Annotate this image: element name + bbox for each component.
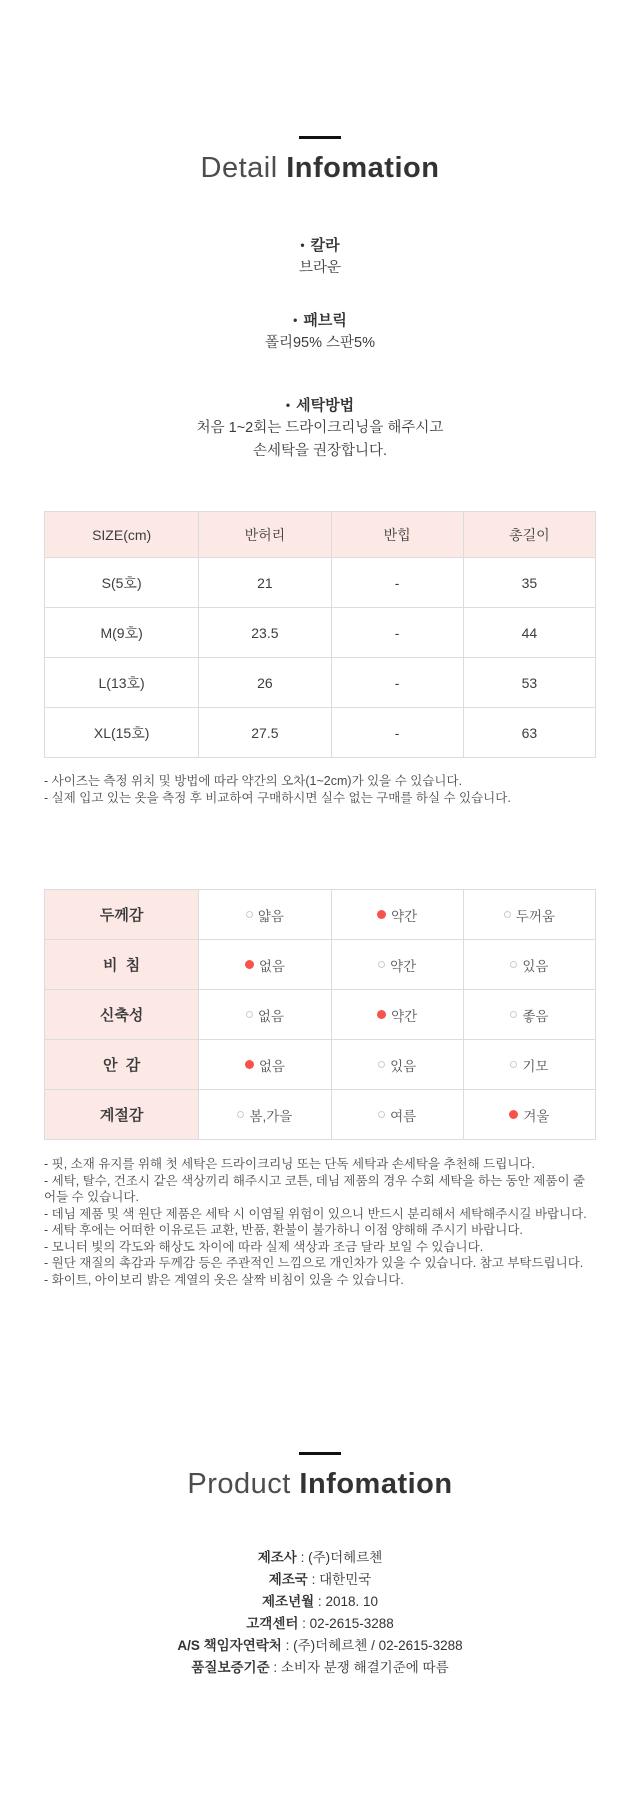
- detail-bullets: [0, 235, 640, 463]
- product-field-date: [0, 1591, 640, 1613]
- attribute-option-cell: [199, 990, 331, 1040]
- attribute-option: [245, 955, 285, 975]
- radio-dot-icon: [378, 961, 385, 968]
- size-cell: -: [331, 608, 463, 658]
- attribute-option-cell: [463, 890, 595, 940]
- option-label: 약간: [391, 908, 418, 924]
- care-note: - 화이트, 아이보리 밝은 계열의 옷은 살짝 비침이 있을 수 있습니다.: [44, 1272, 404, 1287]
- attribute-option-cell: [463, 940, 595, 990]
- radio-dot-icon: [378, 1111, 385, 1118]
- bullet-icon: •: [293, 313, 298, 327]
- care-note: - 세탁 후에는 어떠한 이유로든 교환, 반품, 환불이 불가하니 이점 양해해 주시기 바랍니다.: [44, 1223, 523, 1237]
- bullet-icon: •: [285, 398, 291, 412]
- option-label: 있음: [522, 958, 549, 974]
- table-row: [45, 558, 596, 608]
- product-field-warranty: [0, 1657, 640, 1679]
- field-label: 제조사: [257, 1550, 297, 1565]
- field-value: (주)더헤르첸: [308, 1550, 383, 1565]
- field-value: (주)더헤르첸 / 02-2615-3288: [293, 1638, 463, 1653]
- option-label: 기모: [522, 1058, 549, 1074]
- attribute-row-thickness: [45, 890, 596, 940]
- option-label: 없음: [258, 1058, 285, 1074]
- option-label: 좋음: [522, 1008, 549, 1024]
- bullet-value: 폴리95% 스판5%: [264, 335, 376, 351]
- attribute-option: [246, 1005, 284, 1025]
- bullet-label-text: 패브릭: [303, 312, 347, 329]
- detail-title-light: Detail: [200, 152, 278, 184]
- attribute-option-cell: [199, 1040, 331, 1090]
- field-label: 제조국: [268, 1572, 308, 1587]
- size-table-notes: [44, 773, 596, 807]
- size-cell: 26: [199, 658, 331, 708]
- field-value: 02-2615-3288: [309, 1616, 394, 1631]
- radio-dot-icon: [245, 1060, 254, 1069]
- size-cell: -: [331, 558, 463, 608]
- field-value: 대한민국: [319, 1572, 372, 1587]
- size-header-cell: SIZE(cm): [45, 512, 199, 558]
- header-accent-line: [299, 136, 341, 139]
- radio-dot-icon: [237, 1111, 244, 1118]
- size-header-cell: 반허리: [199, 512, 331, 558]
- bullet-icon: •: [300, 238, 305, 252]
- field-value: 소비자 분쟁 해결기준에 따름: [280, 1660, 449, 1675]
- bullet-value: 손세탁을 권장합니다.: [252, 443, 388, 459]
- size-cell: L(13호): [45, 658, 199, 708]
- attribute-row-season: [45, 1090, 596, 1140]
- header-accent-line: [299, 1452, 341, 1455]
- product-title-light: Product: [187, 1468, 291, 1500]
- option-label: 약간: [391, 1008, 418, 1024]
- attribute-option: [510, 1005, 548, 1025]
- detail-title-bold: Infomation: [286, 152, 440, 184]
- size-table-header-row: [45, 512, 596, 558]
- care-note: - 데님 제품 및 색 원단 제품은 세탁 시 이염될 위험이 있으니 반드시 분리해서 세탁해주시길 바랍니다.: [44, 1206, 587, 1221]
- product-field-as-contact: [0, 1635, 640, 1657]
- radio-dot-icon: [245, 960, 254, 969]
- field-label: 제조년월: [262, 1594, 315, 1609]
- radio-dot-icon: [246, 911, 253, 918]
- product-field-customer-center: [0, 1613, 640, 1635]
- attribute-row-elasticity: [45, 990, 596, 1040]
- attribute-option: [377, 905, 417, 925]
- attribute-option: [510, 1055, 548, 1075]
- size-cell: 27.5: [199, 708, 331, 758]
- field-value: 2018. 10: [325, 1594, 378, 1609]
- attribute-table: [44, 889, 596, 1140]
- attribute-option-cell: [199, 890, 331, 940]
- size-cell: 63: [463, 708, 595, 758]
- attribute-option-cell: [463, 1090, 595, 1140]
- radio-dot-icon: [510, 1011, 517, 1018]
- radio-dot-icon: [509, 1110, 518, 1119]
- product-section-title: [0, 1468, 640, 1501]
- field-separator: :: [298, 1616, 310, 1631]
- size-header-cell: 반힙: [331, 512, 463, 558]
- bullet-value: 브라운: [298, 260, 342, 276]
- table-row: [45, 658, 596, 708]
- attribute-row-lining: [45, 1040, 596, 1090]
- attribute-label: 계절감: [45, 1090, 199, 1140]
- attribute-option-cell: [199, 1090, 331, 1140]
- option-label: 없음: [258, 958, 285, 974]
- field-separator: :: [307, 1572, 320, 1587]
- bullet-label: [0, 310, 640, 332]
- size-cell: 21: [199, 558, 331, 608]
- attribute-label: 두께감: [45, 890, 199, 940]
- attribute-option-cell: [463, 990, 595, 1040]
- bullet-label-text: 세탁방법: [296, 397, 355, 414]
- field-separator: :: [296, 1550, 309, 1565]
- bullet-value: 처음 1~2회는 드라이크리닝을 해주시고: [196, 420, 444, 436]
- attribute-option-cell: [331, 1040, 463, 1090]
- radio-dot-icon: [246, 1011, 253, 1018]
- attribute-option-cell: [331, 990, 463, 1040]
- care-notes: [44, 1156, 596, 1288]
- size-cell: XL(15호): [45, 708, 199, 758]
- attribute-option: [509, 1105, 549, 1125]
- attribute-option: [504, 905, 555, 925]
- radio-dot-icon: [510, 1061, 517, 1068]
- size-note: - 실제 입고 있는 옷을 측정 후 비교하여 구매하시면 실수 없는 구매를 하실 수 있습니다.: [44, 791, 511, 805]
- option-label: 있음: [390, 1058, 417, 1074]
- table-row: [45, 608, 596, 658]
- size-cell: 53: [463, 658, 595, 708]
- attribute-option: [378, 955, 416, 975]
- attribute-option-cell: [331, 1090, 463, 1140]
- option-label: 여름: [390, 1108, 417, 1124]
- attribute-option: [510, 955, 548, 975]
- size-note: - 사이즈는 측정 위치 및 방법에 따라 약간의 오차(1~2cm)가 있을 수 있습니다.: [44, 774, 463, 788]
- attribute-table-wrap: [44, 889, 596, 1140]
- size-cell: -: [331, 708, 463, 758]
- product-section-header: [0, 1288, 640, 1501]
- product-field-manufacturer: [0, 1547, 640, 1569]
- attribute-option: [378, 1055, 416, 1075]
- option-label: 약간: [390, 958, 417, 974]
- field-label: A/S 책임자연락처: [177, 1638, 282, 1653]
- radio-dot-icon: [378, 1061, 385, 1068]
- product-fields: [0, 1547, 640, 1679]
- care-note: - 모니터 빛의 각도와 해상도 차이에 따라 실제 색상과 조금 달라 보일 수 있습니다.: [44, 1239, 484, 1254]
- size-cell: 35: [463, 558, 595, 608]
- attribute-option-cell: [199, 940, 331, 990]
- field-separator: :: [269, 1660, 281, 1675]
- attribute-option: [377, 1005, 417, 1025]
- option-label: 겨울: [523, 1108, 550, 1124]
- care-note: - 핏, 소재 유지를 위해 첫 세탁은 드라이크리닝 또는 단독 세탁과 손세탁을 추천해 드립니다.: [44, 1157, 535, 1171]
- size-cell: S(5호): [45, 558, 199, 608]
- attribute-label: 비 침: [45, 940, 199, 990]
- size-cell: 23.5: [199, 608, 331, 658]
- size-header-cell: 총길이: [463, 512, 595, 558]
- detail-section-header: [0, 0, 640, 185]
- bullet-label: [0, 235, 640, 257]
- bullet-label-text: 칼라: [310, 237, 340, 254]
- attribute-row-sheerness: [45, 940, 596, 990]
- option-label: 두꺼움: [515, 908, 555, 924]
- attribute-label: 신축성: [45, 990, 199, 1040]
- field-separator: :: [281, 1638, 294, 1653]
- field-label: 품질보증기준: [191, 1660, 270, 1675]
- attribute-label: 안 감: [45, 1040, 199, 1090]
- product-title-bold: Infomation: [299, 1468, 453, 1500]
- radio-dot-icon: [377, 1010, 386, 1019]
- table-row: [45, 708, 596, 758]
- field-separator: :: [314, 1594, 326, 1609]
- detail-section-title: [0, 152, 640, 185]
- option-label: 얇음: [257, 908, 284, 924]
- care-note: - 원단 재질의 촉감과 두께감 등은 주관적인 느낌으로 개인차가 있을 수 있습니다. 참고 부탁드립니다.: [44, 1256, 584, 1270]
- attribute-option: [237, 1105, 292, 1125]
- option-label: 봄,가을: [249, 1108, 293, 1124]
- size-table-wrap: [44, 511, 596, 758]
- attribute-option: [246, 905, 284, 925]
- attribute-option-cell: [463, 1040, 595, 1090]
- radio-dot-icon: [377, 910, 386, 919]
- attribute-option-cell: [331, 940, 463, 990]
- radio-dot-icon: [504, 911, 511, 918]
- field-label: 고객센터: [246, 1616, 299, 1631]
- product-field-country: [0, 1569, 640, 1591]
- radio-dot-icon: [510, 961, 517, 968]
- size-cell: 44: [463, 608, 595, 658]
- bullet-label: [0, 395, 640, 417]
- bullet-group-color: [0, 235, 640, 280]
- bullet-group-washing: [0, 395, 640, 463]
- size-table: [44, 511, 596, 758]
- option-label: 없음: [257, 1008, 284, 1024]
- size-cell: -: [331, 658, 463, 708]
- bullet-group-fabric: [0, 310, 640, 355]
- attribute-option: [378, 1105, 416, 1125]
- attribute-option-cell: [331, 890, 463, 940]
- care-note: - 세탁, 탈수, 건조시 같은 색상끼리 해주시고 코튼, 데님 제품의 경우 수회 세탁을 하는 동안 제품이 줄어들 수 있습니다.: [44, 1173, 586, 1204]
- attribute-option: [245, 1055, 285, 1075]
- size-cell: M(9호): [45, 608, 199, 658]
